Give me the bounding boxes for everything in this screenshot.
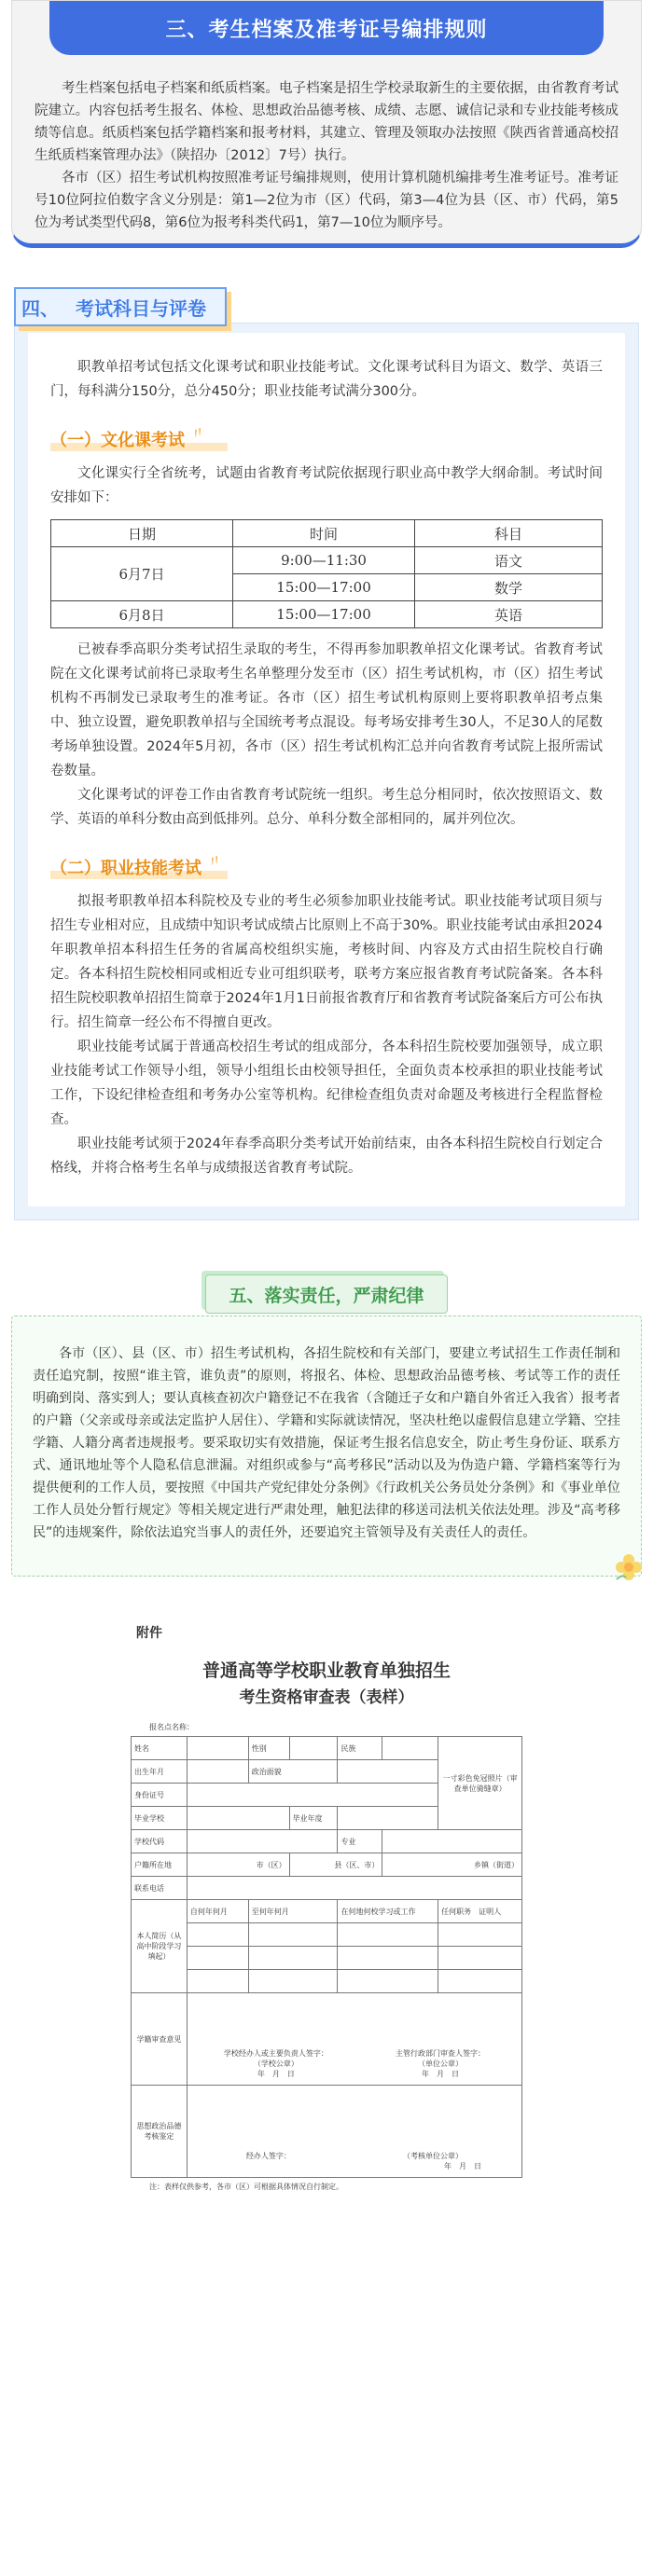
form-note: 注：表样仅供参考，各市（区）可根据具体情况自行制定。 [149,2183,343,2191]
review-date-school: 年 月 日 [257,2070,295,2078]
subheading-culture-exam [50,420,603,458]
table-cell-time: 15:00—17:00 [233,601,415,628]
form-label: 县（区、市） [289,1853,382,1877]
section-5-title: 五、落实责任，严肃纪律 [205,1274,447,1314]
form-col-header [438,1900,522,1923]
review-sign-school: 学校经办人或主要负责人签字： [223,2049,328,2058]
form-label: 学籍审查意见 [132,1993,188,2086]
skill-exam-paragraph: 拟报考职教单招本科院校及专业的考生必须参加职业技能考试。职业技能考试项目须与招生专业相对应，且成绩中知识考试成绩占比原则上不高于30%。职业技能考试由承担2024年职教单招本科招生任务的省属高校组织实施，考核时间、内容及方式由招生院校自行确定。各本科招生院校相同或相近专业可组织联考，联考方案应报省教育考试院备案。各本科招生院校职教单招招生简章于2024年1月1日前报省教育厅和省教育考试院备案后方可公布执行。招生简章一经公布不得擅自更改。 [50,894,603,1030]
moral-date: 年 月 日 [444,2162,481,2170]
section-5-header [0,1265,653,1321]
table-row [51,601,603,628]
subheading-skill-exam-text: （二）职业技能考试 [50,859,201,878]
form-value [187,1784,438,1807]
form-value [187,1807,289,1830]
section-exam-subjects [14,323,639,1220]
form-value [187,1877,521,1900]
grading-paragraph: 文化课考试的评卷工作由省教育考试院统一组织。考生总分相同时，依次按照语文、数学、英语的单科分数由高到低排列。总分、单科分数全部相同的，属并列位次。 [50,788,603,827]
form-label: 思想政治品德考核鉴定 [132,2086,188,2178]
skill-exam-deadline-paragraph: 职业技能考试须于2024年春季高职分类考试开始前结束，由各本科招生院校自行划定合格线，并将合格考生名单与成绩报送省教育考试院。 [50,1136,603,1176]
section-4-number: 四、 [21,296,59,320]
form-value [382,1830,522,1853]
review-seal-school: （学校公章） [253,2059,299,2068]
section-4-content [28,333,625,1206]
section-archive-rules [11,0,642,248]
form-label: 乡镇（街道） [382,1853,522,1877]
table-row [51,547,603,574]
section-4-header [14,287,653,328]
ticket-number-paragraph: 各市（区）招生考试机构按照准考证号编排规则，使用计算机随机编排考生准考证号。准考证号10位阿拉伯数字含义分别是：第1—2位为市（区）代码，第3—4位为县（区、市）代码，第5位为考试类型代码8，第6位为报考科类代码1，第7—10位为顺序号。 [35,171,618,230]
form-col-header: 在何地何校学习或工作 [338,1900,438,1923]
exam-schedule-table [50,519,603,628]
form-value [338,1807,438,1830]
moral-seal: （考核单位公章） [402,2152,463,2160]
form-value [382,1737,438,1760]
attachment-form [0,1623,653,2199]
table-header-date: 日期 [51,520,233,547]
form-label: 专业 [338,1830,382,1853]
section-3-body [12,55,641,234]
flower-icon [613,1551,645,1583]
review-cell [187,1993,521,2086]
discipline-paragraph: 各市（区）、县（区、市）招生考试机构，各招生院校和有关部门，要建立考试招生工作责任制和责任追究制，按照“谁主管，谁负责”的原则，将报名、体检、思想政治品德考核、考试等工作的责任明确到岗、落实到人；要认真核查初次户籍登记不在我省（含随迁子女和户籍自外省迁入我省）报考者的户籍（父亲或母亲或法定监护人居住）、学籍和实际就读情况，坚决杜绝以虚假信息建立学籍、空挂学籍、人籍分离者违规报考。要采取切实有效措施，保证考生报名信息安全，防止考生身份证、联系方式、通讯地址等个人隐私信息泄漏。对组织或参与“高考移民”活动以及为伪造户籍、学籍档案等行为提供便利的工作人员，要按照《中国共产党纪律处分条例》《行政机关公务员处分条例》和《事业单位工作人员处分暂行规定》等相关规定进行严肃处理，触犯法律的移送司法机关依法处理。涉及“高考移民”的违规案件，除依法追究当事人的责任外，还要追究主管领导及有关责任人的责任。 [33,1346,620,1540]
review-seal-admin: （单位公章） [417,2059,463,2068]
form-label: 本人简历（从高中阶段学习填起） [132,1900,188,1993]
section-discipline [11,1316,642,1577]
form-subtitle: 考生资格审查表（表样） [239,1688,414,1707]
sparkle-icon: 〃 [188,421,209,444]
moral-cell [187,2086,521,2178]
review-date-admin: 年 月 日 [421,2070,459,2078]
photo-cell: 一寸彩色免冠照片（审查单位骑缝章） [438,1737,522,1830]
qualification-form-table [131,1736,522,2178]
form-value [187,1760,248,1784]
skill-exam-organization-paragraph: 职业技能考试属于普通高校招生考试的组成部分，各本科招生院校要加强领导，成立职业技能考试工作领导小组，领导小组组长由校领导担任，全面负责本校承担的职业技能考试工作，下设纪律检查组和考务办公室等机构。纪律检查组负责对命题及考核进行全程监督检查。 [50,1040,603,1127]
table-header-subject: 科目 [415,520,603,547]
table-cell-date: 6月7日 [51,547,233,601]
form-col-header-duty: 任何职务 [441,1907,472,1916]
section-3-title: 三、考生档案及准考证号编排规则 [49,1,604,55]
table-cell-time: 15:00—17:00 [233,574,415,601]
form-label: 毕业学校 [132,1807,188,1830]
form-label: 毕业年度 [289,1807,338,1830]
form-col-header: 至何年何月 [248,1900,338,1923]
section-4-title [14,287,227,326]
form-label: 政治面貌 [248,1760,338,1784]
sparkle-icon: 〃 [204,849,226,872]
form-label: 性别 [248,1737,289,1760]
subheading-skill-exam [50,848,603,886]
table-cell-date: 6月8日 [51,601,233,628]
table-cell-subject: 数学 [415,574,603,601]
form-label: 身份证号 [132,1784,188,1807]
form-label: 出生年月 [132,1760,188,1784]
admitted-students-paragraph: 已被春季高职分类考试招生录取的考生，不得再参加职教单招文化课考试。省教育考试院在文化课考试前将已录取考生名单整理分发至市（区）招生考试机构，市（区）招生考试机构不再制发已录取考生的准考证。各市（区）招生考试机构原则上要将职教单招考点集中、独立设置，避免职教单招与全国统考考点混设。每考场安排考生30人，不足30人的尾数考场单独设置。2024年5月初，各市（区）招生考试机构汇总并向省教育考试院上报所需试卷数量。 [50,642,603,778]
table-header-row [51,520,603,547]
archive-paragraph: 考生档案包括电子档案和纸质档案。电子档案是招生学校录取新生的主要依据，由省教育考试院建立。内容包括考生报名、体检、思想政治品德考核、成绩、志愿、诚信记录和专业技能考核成绩等信息。纸质档案包括学籍档案和报考材料，其建立、管理及领取办法按照《陕西省普通高校招生纸质档案管理办法》（陕招办〔2012〕7号）执行。 [35,81,618,163]
form-value [289,1737,338,1760]
form-label: 民族 [338,1737,382,1760]
form-label: 学校代码 [132,1830,188,1853]
form-label: 姓名 [132,1737,188,1760]
review-sign-admin: 主管行政部门审查人签字： [395,2049,485,2058]
form-meta: 报名点名称： [149,1723,194,1731]
form-label: 市（区） [187,1853,289,1877]
table-header-time: 时间 [233,520,415,547]
form-value [187,1737,248,1760]
table-cell-subject: 英语 [415,601,603,628]
form-col-header-witness: 证明人 [479,1907,502,1916]
culture-exam-paragraph: 文化课实行全省统考，试题由省教育考试院依据现行职业高中教学大纲命制。考试时间安排如下： [50,466,603,505]
section-4-title-text: 考试科目与评卷 [76,296,206,320]
table-cell-subject: 语文 [415,547,603,574]
form-label: 户籍所在地 [132,1853,188,1877]
subheading-culture-exam-text: （一）文化课考试 [50,431,185,450]
form-value [187,1830,338,1853]
exam-intro-paragraph: 职教单招考试包括文化课考试和职业技能考试。文化课考试科目为语文、数学、英语三门，每科满分150分，总分450分；职业技能考试满分300分。 [50,360,603,399]
form-title: 普通高等学校职业教育单独招生 [201,1660,451,1681]
table-cell-time: 9:00—11:30 [233,547,415,574]
form-label: 联系电话 [132,1877,188,1900]
form-col-header: 自何年何月 [187,1900,248,1923]
moral-sign: 经办人签字： [245,2152,291,2160]
form-value [338,1760,438,1784]
attachment-label: 附件 [136,1626,162,1641]
